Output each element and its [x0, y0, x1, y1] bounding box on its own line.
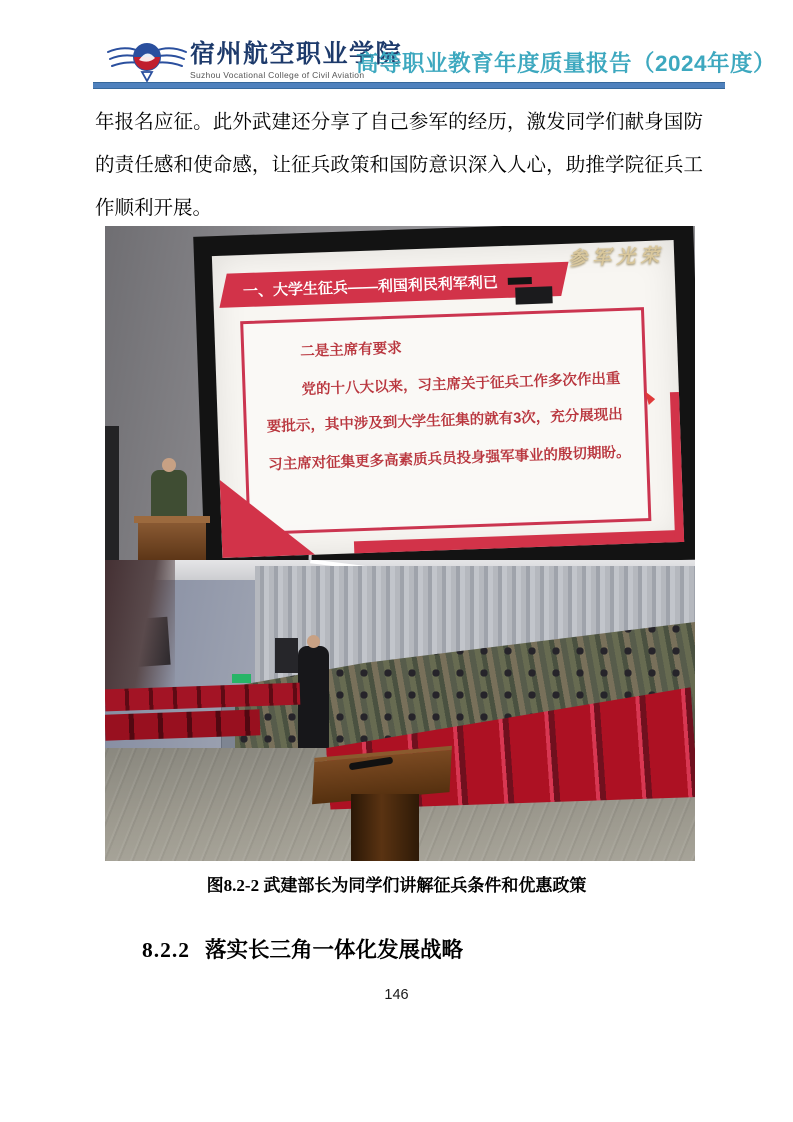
header-rule: [93, 83, 725, 88]
exit-sign: [232, 674, 251, 683]
report-title: 高等职业教育年度质量报告（2024年度）: [356, 51, 777, 76]
section-heading: [142, 933, 463, 964]
figure-photos: [105, 226, 695, 861]
slide-line: 党的十八大以来，习主席关于征兵工作多次作出重: [301, 370, 621, 399]
photo-lecture-screen: [105, 226, 695, 560]
college-logo-icon: [106, 36, 188, 86]
college-name-en: Suzhou Vocational College of Civil Aviation: [190, 70, 365, 80]
section-number: 8.2.2: [142, 938, 190, 962]
projection-screen: [212, 240, 684, 558]
photo-auditorium: [105, 560, 695, 861]
page-number: 146: [384, 987, 409, 1003]
dark-doorway: [105, 426, 119, 560]
stage-podium: [138, 522, 206, 560]
red-seat-row: [105, 709, 260, 740]
slide-line: 习主席对征集更多高素质兵员投身强军事业的殷切期盼。: [267, 444, 631, 474]
slide-text-box: [240, 307, 651, 535]
slide-banner-title: 一、大学生征兵——利国利民利军利已: [242, 273, 499, 300]
slide-line: 要批示，其中涉及到大学生征集的就有3次，充分展现出: [266, 406, 624, 436]
wall-speaker: [275, 638, 298, 673]
calligraphy-text: 参军光荣: [567, 245, 665, 270]
slide-line: 二是主席有要求: [299, 340, 402, 361]
figure-caption: 图8.2-2 武建部长为同学们讲解征兵条件和优惠政策: [206, 876, 587, 895]
stage-shadow: [105, 560, 175, 695]
person-in-black: [298, 646, 329, 758]
section-title: 落实长三角一体化发展战略: [205, 938, 464, 962]
slide-banner-text: [223, 270, 533, 302]
lectern-body: [351, 794, 419, 861]
black-chip: [515, 286, 553, 304]
college-name-cn: 宿州航空职业学院: [190, 40, 403, 68]
banner-dash: [508, 277, 532, 285]
body-paragraph: 年报名应征。此外武建还分享了自己参军的经历，激发同学们献身国防的责任感和使命感，让征兵政策和国防意识深入人心，助推学院征兵工作顺利开展。: [95, 112, 703, 219]
